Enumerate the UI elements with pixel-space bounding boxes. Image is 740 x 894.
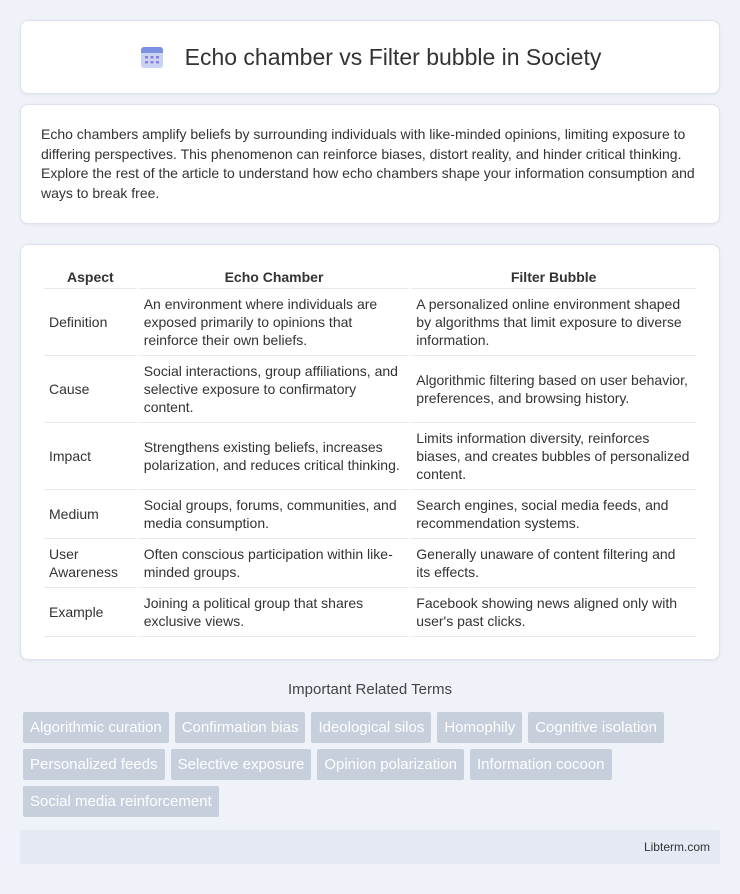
aspect-cell: Medium (44, 490, 137, 539)
echo-cell: Social interactions, group affiliations, and selective exposure to confirmatory content. (139, 356, 410, 423)
table-row (44, 539, 696, 588)
echo-cell: Strengthens existing beliefs, increases polarization, and reduces critical thinking. (139, 423, 410, 490)
related-terms-list (23, 712, 723, 823)
filter-cell: Facebook showing news aligned only with user's past clicks. (411, 588, 696, 637)
footer (20, 830, 720, 864)
aspect-cell: Impact (44, 423, 137, 490)
table-row (44, 423, 696, 490)
filter-cell: Algorithmic filtering based on user behavior, preferences, and browsing history. (411, 356, 696, 423)
related-term-tag[interactable]: Opinion polarization (317, 749, 464, 780)
table-row (44, 356, 696, 423)
filter-cell: Generally unaware of content filtering and its effects. (411, 539, 696, 588)
aspect-cell: Definition (44, 289, 137, 356)
header-aspect: Aspect (44, 265, 137, 289)
aspect-cell: User Awareness (44, 539, 137, 588)
aspect-cell: Example (44, 588, 137, 637)
echo-cell: An environment where individuals are exposed primarily to opinions that reinforce their own beliefs. (139, 289, 410, 356)
aspect-cell: Cause (44, 356, 137, 423)
related-term-tag[interactable]: Confirmation bias (175, 712, 306, 743)
intro-text: Echo chambers amplify beliefs by surrounding individuals with like-minded opinions, limiting exposure to differing perspectives. This phenomenon can reinforce biases, distort reality, and hinder critical thinking. Explore the rest of the article to understand how echo chambers shape your information consumption and ways to break free. (41, 126, 695, 201)
related-term-tag[interactable]: Information cocoon (470, 749, 612, 780)
table-header-row (44, 265, 696, 289)
related-term-tag[interactable]: Personalized feeds (23, 749, 165, 780)
calendar-grid-icon (139, 44, 165, 70)
table-row (44, 588, 696, 637)
filter-cell: Limits information diversity, reinforces biases, and creates bubbles of personalized content. (411, 423, 696, 490)
comparison-table-card (20, 244, 720, 660)
header-filter-bubble: Filter Bubble (411, 265, 696, 289)
related-terms-title: Important Related Terms (288, 681, 452, 698)
echo-cell: Often conscious participation within like-minded groups. (139, 539, 410, 588)
echo-cell: Joining a political group that shares exclusive views. (139, 588, 410, 637)
page-title: Echo chamber vs Filter bubble in Society (184, 43, 602, 70)
header-card (20, 20, 720, 94)
table-row (44, 490, 696, 539)
related-term-tag[interactable]: Homophily (437, 712, 522, 743)
filter-cell: Search engines, social media feeds, and recommendation systems. (411, 490, 696, 539)
related-term-tag[interactable]: Algorithmic curation (23, 712, 169, 743)
related-term-tag[interactable]: Social media reinforcement (23, 786, 219, 817)
related-term-tag[interactable]: Ideological silos (311, 712, 431, 743)
filter-cell: A personalized online environment shaped by algorithms that limit exposure to diverse information. (411, 289, 696, 356)
related-term-tag[interactable]: Cognitive isolation (528, 712, 664, 743)
related-term-tag[interactable]: Selective exposure (171, 749, 312, 780)
echo-cell: Social groups, forums, communities, and media consumption. (139, 490, 410, 539)
intro-card (20, 104, 720, 224)
footer-site-link[interactable]: Libterm.com (643, 840, 710, 854)
table-row (44, 289, 696, 356)
comparison-table (42, 265, 698, 637)
header-echo-chamber: Echo Chamber (139, 265, 410, 289)
